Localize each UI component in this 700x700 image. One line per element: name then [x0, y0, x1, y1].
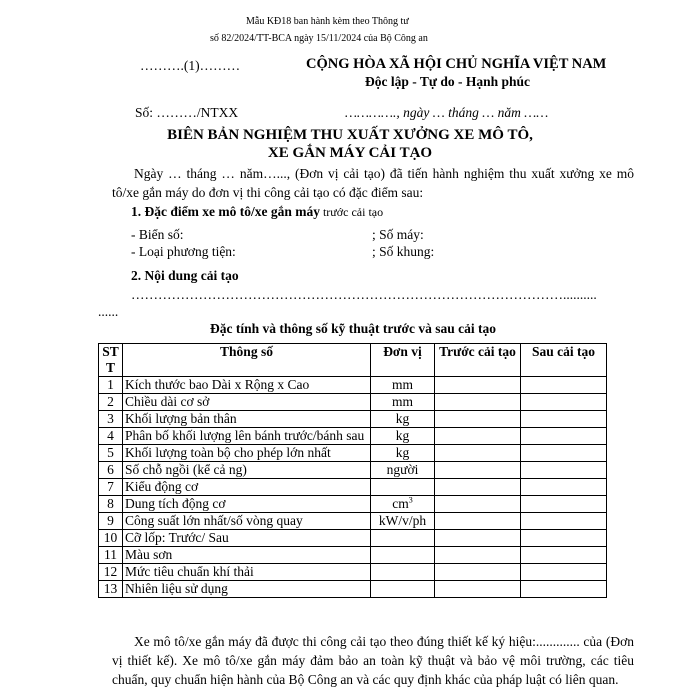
table-row	[99, 530, 607, 547]
table-body	[99, 377, 607, 598]
row-param: Phân bố khối lượng lên bánh trước/bánh sau	[123, 428, 371, 445]
row-before-value	[435, 547, 521, 564]
row-before-value	[435, 564, 521, 581]
row-stt: 4	[99, 428, 123, 445]
row-stt: 8	[99, 496, 123, 513]
row-unit-text: kg	[395, 445, 410, 460]
row-after-value	[521, 394, 607, 411]
header-after: Sau cải tạo	[521, 344, 607, 377]
row-param: Nhiên liệu sử dụng	[123, 581, 371, 598]
row-unit	[371, 564, 435, 581]
table-row	[99, 377, 607, 394]
row-before-value	[435, 377, 521, 394]
template-note-line2: số 82/2024/TT-BCA ngày 15/11/2024 của Bộ Công an	[210, 33, 428, 44]
row-unit	[371, 496, 435, 513]
row-unit-text: mm	[391, 377, 413, 392]
row-after-value	[521, 411, 607, 428]
row-after-value	[521, 496, 607, 513]
row-after-value	[521, 513, 607, 530]
row-unit-text: người	[386, 462, 419, 477]
row-after-value	[521, 581, 607, 598]
document-number: Số: ………/NTXX	[135, 105, 239, 120]
row-before-value	[435, 581, 521, 598]
table-row	[99, 428, 607, 445]
section1-heading	[131, 204, 383, 220]
closing-paragraph: Xe mô tô/xe gắn máy đã được thi công cải tạo theo đúng thiết kế ký hiệu:............. của (Đơn vị thiết kế). Xe mô tô/xe gắn máy đảm bảo an toàn kỹ thuật và bảo vệ môi trường, các tiêu chuẩn, quy chuẩn hiện hành của Bộ Công an và các quy định khác của pháp luật có liên quan.	[112, 634, 634, 687]
row-stt: 7	[99, 479, 123, 496]
row-stt: 12	[99, 564, 123, 581]
row-param: Mức tiêu chuẩn khí thải	[123, 564, 371, 581]
org-placeholder: ……….(1)………	[140, 58, 241, 73]
row-param: Chiều dài cơ sở	[123, 394, 371, 411]
table-row	[99, 564, 607, 581]
row-before-value	[435, 428, 521, 445]
row-unit	[371, 530, 435, 547]
row-after-value	[521, 428, 607, 445]
row-param: Công suất lớn nhất/số vòng quay	[123, 513, 371, 530]
row-unit	[371, 428, 435, 445]
row-stt: 13	[99, 581, 123, 598]
table-header-row	[99, 344, 607, 377]
row-param: Dung tích động cơ	[123, 496, 371, 513]
row-stt: 2	[99, 394, 123, 411]
row-stt: 11	[99, 547, 123, 564]
row-after-value	[521, 377, 607, 394]
row-stt: 3	[99, 411, 123, 428]
header-param: Thông số	[123, 344, 371, 377]
table-row	[99, 496, 607, 513]
row-stt: 1	[99, 377, 123, 394]
row-after-value	[521, 564, 607, 581]
row-unit-text: cm	[392, 496, 409, 511]
frame-number-label: ; Số khung:	[372, 244, 435, 259]
table-row	[99, 445, 607, 462]
row-stt: 5	[99, 445, 123, 462]
row-unit	[371, 377, 435, 394]
engine-number-label: ; Số máy:	[372, 227, 424, 242]
row-stt: 6	[99, 462, 123, 479]
section2-dots-line2: ......	[98, 304, 119, 319]
document-title-line2: XE GẮN MÁY CẢI TẠO	[267, 145, 433, 161]
table-row	[99, 513, 607, 530]
row-before-value	[435, 394, 521, 411]
row-unit	[371, 411, 435, 428]
row-unit	[371, 462, 435, 479]
row-unit	[371, 479, 435, 496]
row-after-value	[521, 445, 607, 462]
section1-heading-bold: 1. Đặc điểm xe mô tô/xe gắn máy	[131, 204, 320, 219]
row-before-value	[435, 479, 521, 496]
table-row	[99, 479, 607, 496]
row-unit-text: kg	[395, 411, 410, 426]
row-stt: 10	[99, 530, 123, 547]
row-before-value	[435, 445, 521, 462]
intro-paragraph: Ngày … tháng … năm…..., (Đơn vị cải tạo) đã tiến hành nghiệm thu xuất xưởng xe mô tô/xe gắn máy do đơn vị thi công cải tạo có đặc điểm sau:	[112, 166, 634, 200]
header-before: Trước cải tạo	[435, 344, 521, 377]
header-unit: Đơn vị	[371, 344, 435, 377]
row-after-value	[521, 462, 607, 479]
row-after-value	[521, 547, 607, 564]
section2-heading: 2. Nội dung cải tạo	[131, 268, 239, 283]
section2-dots-line1: ……………………………………………………………………………………..........	[131, 287, 597, 302]
row-param: Kiểu động cơ	[123, 479, 371, 496]
row-before-value	[435, 496, 521, 513]
row-unit-text: kW/v/ph	[378, 513, 427, 528]
template-note-line1: Mẫu KĐ18 ban hành kèm theo Thông tư	[246, 16, 409, 27]
table-row	[99, 394, 607, 411]
row-before-value	[435, 462, 521, 479]
row-param: Cỡ lốp: Trước/ Sau	[123, 530, 371, 547]
document-date: …………., ngày … tháng … năm ……	[345, 105, 549, 120]
spec-table	[98, 343, 607, 598]
nation-name: CỘNG HÒA XÃ HỘI CHỦ NGHĨA VIỆT NAM	[306, 56, 607, 72]
table-row	[99, 411, 607, 428]
row-unit	[371, 394, 435, 411]
row-unit-superscript: 3	[408, 495, 413, 505]
table-row	[99, 462, 607, 479]
row-unit	[371, 581, 435, 598]
row-before-value	[435, 530, 521, 547]
row-param: Kích thước bao Dài x Rộng x Cao	[123, 377, 371, 394]
vehicle-type-label: - Loại phương tiện:	[131, 244, 236, 259]
table-row	[99, 547, 607, 564]
row-unit	[371, 445, 435, 462]
row-after-value	[521, 530, 607, 547]
plate-number-label: - Biển số:	[131, 227, 184, 242]
row-param: Màu sơn	[123, 547, 371, 564]
row-param: Số chỗ ngồi (kể cả ng)	[123, 462, 371, 479]
row-after-value	[521, 479, 607, 496]
row-unit	[371, 513, 435, 530]
row-before-value	[435, 411, 521, 428]
row-unit-text: mm	[391, 394, 413, 409]
row-stt: 9	[99, 513, 123, 530]
row-before-value	[435, 513, 521, 530]
table-caption: Đặc tính và thông số kỹ thuật trước và sau cải tạo	[210, 321, 496, 336]
motto: Độc lập - Tự do - Hạnh phúc	[365, 74, 531, 89]
section1-heading-normal: trước cải tạo	[319, 205, 384, 219]
table-row	[99, 581, 607, 598]
row-param: Khối lượng toàn bộ cho phép lớn nhất	[123, 445, 371, 462]
row-unit-text: kg	[395, 428, 410, 443]
row-param: Khối lượng bản thân	[123, 411, 371, 428]
header-stt: STT	[99, 344, 123, 377]
document-title-line1: BIÊN BẢN NGHIỆM THU XUẤT XƯỞNG XE MÔ TÔ,	[167, 127, 533, 143]
row-unit	[371, 547, 435, 564]
